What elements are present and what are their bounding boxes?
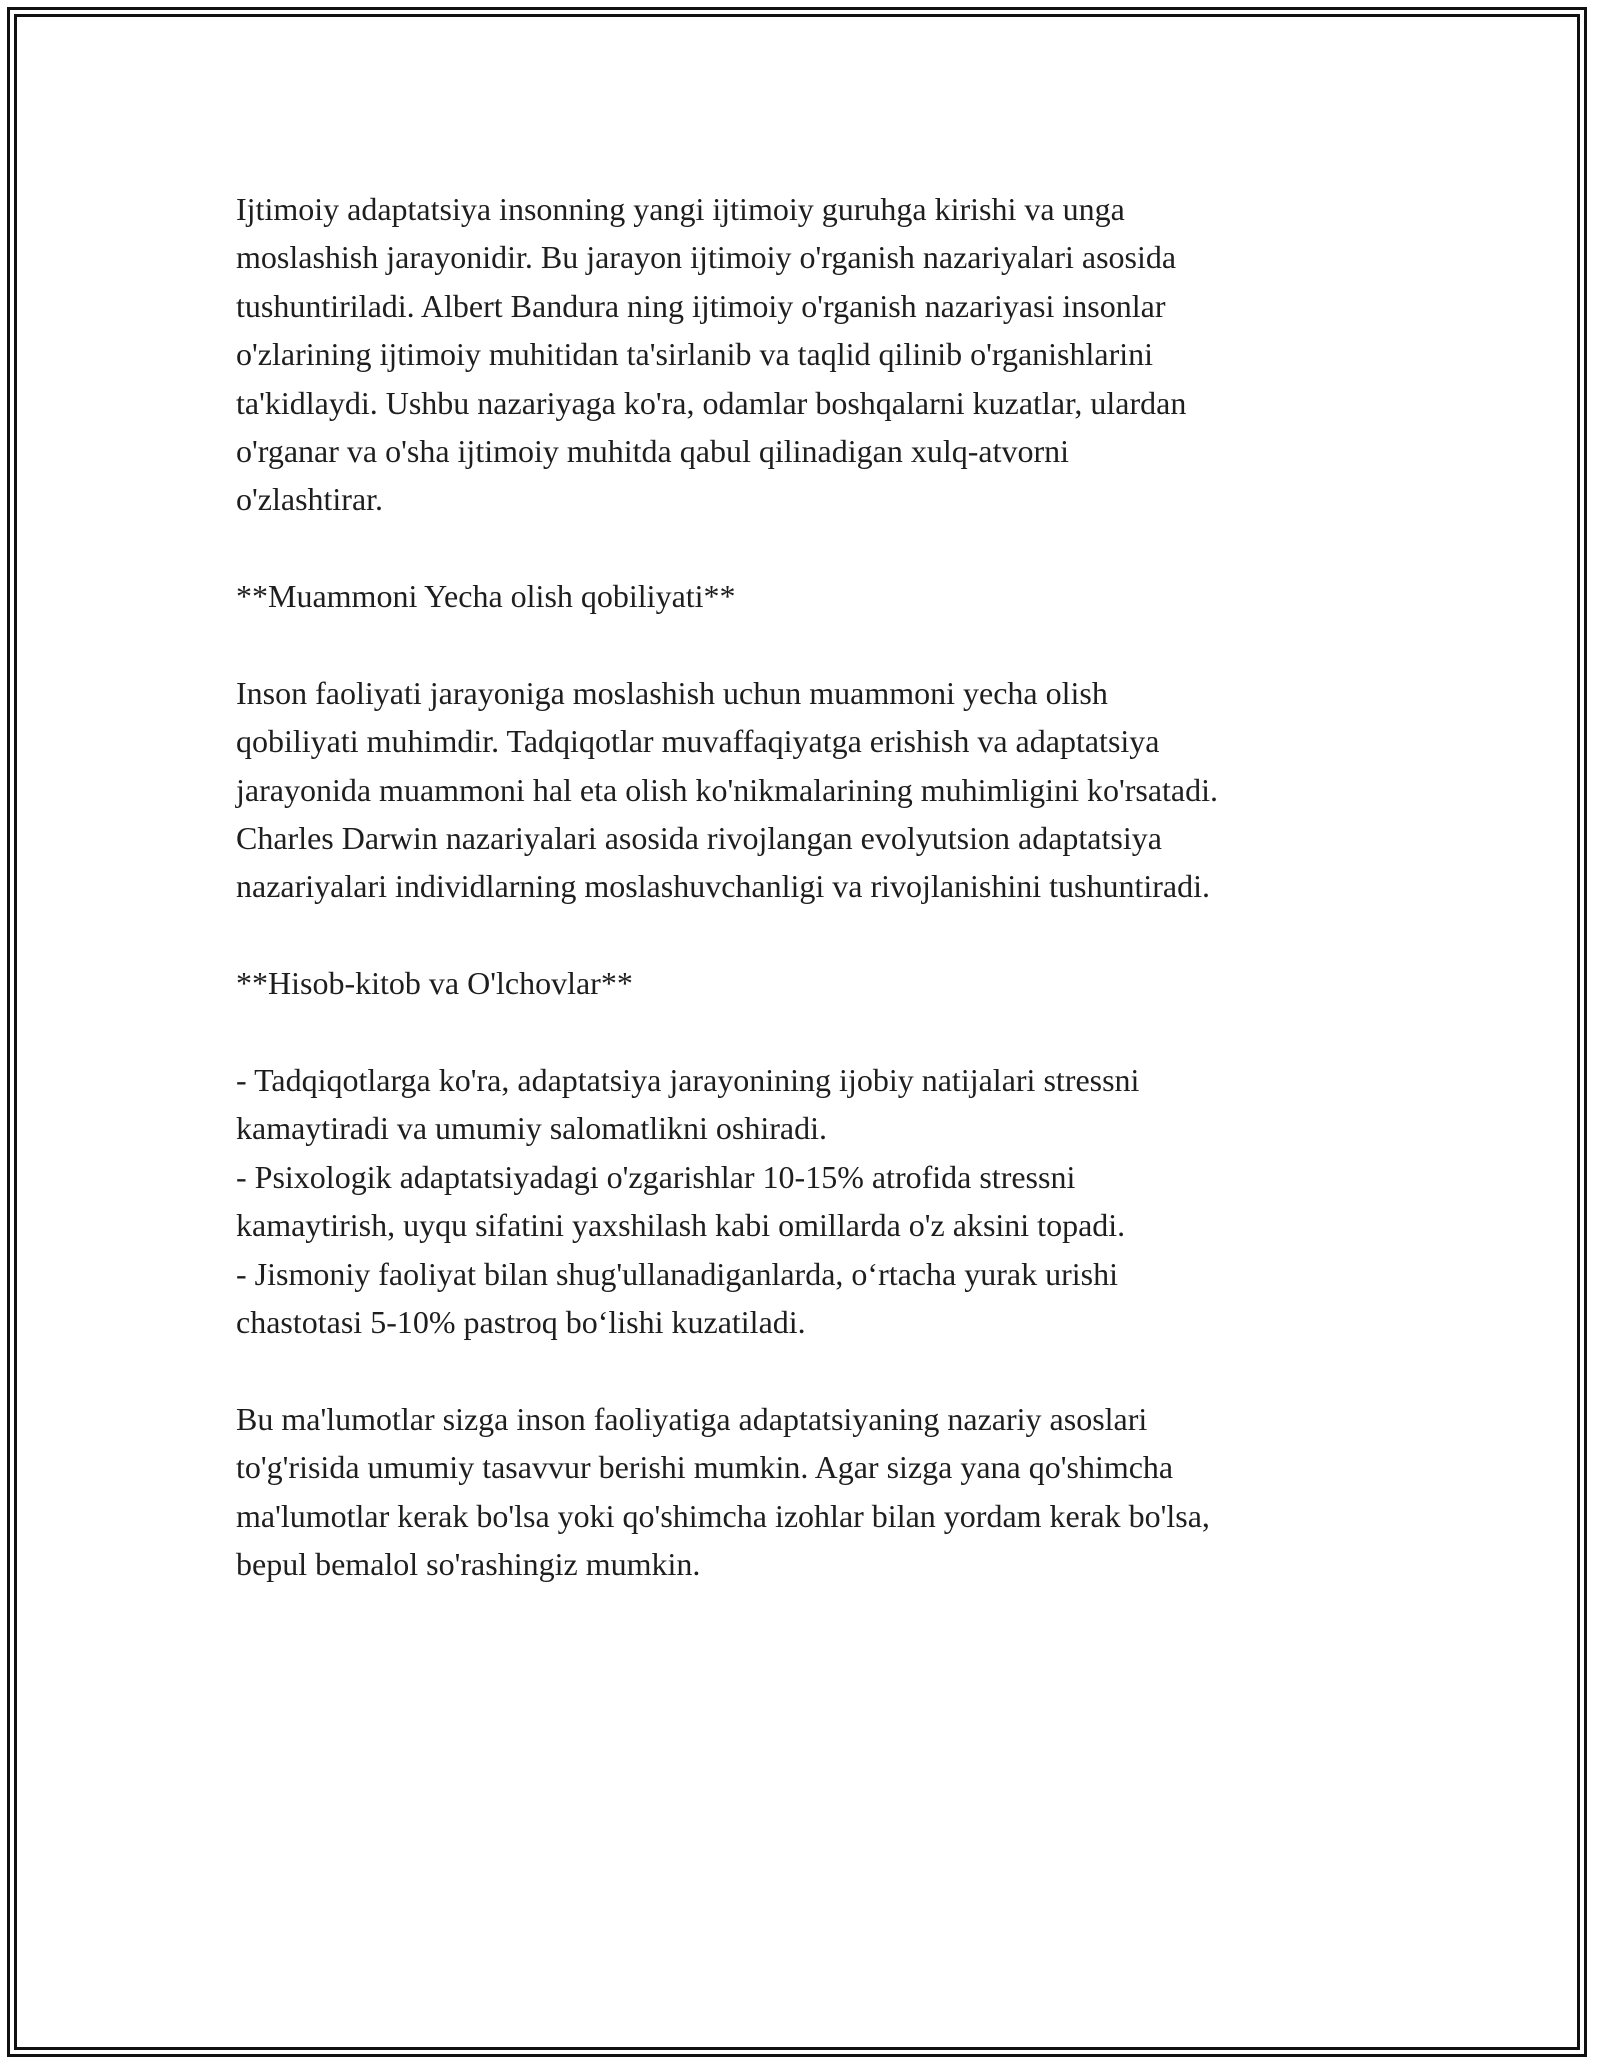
blank-line — [236, 1008, 1386, 1056]
measurements-list — [236, 1056, 1386, 1346]
blank-line — [236, 1346, 1386, 1394]
blank-line — [236, 524, 1386, 572]
text-line: ta'kidlaydi. Ushbu nazariyaga ko'ra, odamlar boshqalarni kuzatlar, ulardan — [236, 384, 1187, 421]
blank-line — [236, 911, 1386, 959]
section-heading: **Hisob-kitob va O'lchovlar** — [236, 965, 633, 1002]
text-line: jarayonida muammoni hal eta olish ko'nikmalarining muhimligini ko'rsatadi. — [236, 771, 1219, 808]
text-line: qobiliyati muhimdir. Tadqiqotlar muvaffaqiyatga erishish va adaptatsiya — [236, 723, 1160, 760]
text-line: Inson faoliyati jarayoniga moslashish uchun muammoni yecha olish — [236, 674, 1108, 711]
text-line: tushuntiriladi. Albert Bandura ning ijtimoiy o'rganish nazariyasi insonlar — [236, 287, 1166, 324]
text-line: Ijtimoiy adaptatsiya insonning yangi ijtimoiy guruhga kirishi va unga — [236, 191, 1125, 227]
paragraph-intro — [236, 185, 1386, 524]
text-line: bepul bemalol so'rashingiz mumkin. — [236, 1545, 701, 1582]
paragraph-closing — [236, 1395, 1386, 1589]
list-item: - Jismoniy faoliyat bilan shug'ullanadiganlarda, o‘rtacha yurak urishi — [236, 1255, 1118, 1292]
text-line: nazariyalari individlarning moslashuvchanligi va rivojlanishini tushuntiradi. — [236, 868, 1211, 905]
blank-line — [236, 621, 1386, 669]
text-line: moslashish jarayonidir. Bu jarayon ijtimoiy o'rganish nazariyalari asosida — [236, 239, 1177, 276]
list-item: - Tadqiqotlarga ko'ra, adaptatsiya jarayonining ijobiy natijalari stressni — [236, 1062, 1140, 1099]
list-item-continuation: kamaytirish, uyqu sifatini yaxshilash kabi omillarda o'z aksini topadi. — [236, 1207, 1126, 1244]
text-line: o'zlashtirar. — [236, 481, 384, 518]
list-item-continuation: kamaytiradi va umumiy salomatlikni oshiradi. — [236, 1110, 827, 1147]
text-line: o'zlarining ijtimoiy muhitidan ta'sirlanib va taqlid qilinib o'rganishlarini — [236, 336, 1154, 373]
text-line: Bu ma'lumotlar sizga inson faoliyatiga adaptatsiyaning nazariy asoslari — [236, 1400, 1148, 1437]
list-item: - Psixologik adaptatsiyadagi o'zgarishlar 10-15% atrofida stressni — [236, 1158, 1076, 1195]
section-heading: **Muammoni Yecha olish qobiliyati** — [236, 578, 736, 615]
text-line: o'rganar va o'sha ijtimoiy muhitda qabul qilinadigan xulq-atvorni — [236, 432, 1069, 469]
paragraph-problem-solving — [236, 669, 1386, 911]
text-line: to'g'risida umumiy tasavvur berishi mumkin. Agar sizga yana qo'shimcha — [236, 1449, 1174, 1486]
text-line: ma'lumotlar kerak bo'lsa yoki qo'shimcha izohlar bilan yordam kerak bo'lsa, — [236, 1497, 1210, 1534]
text-line: Charles Darwin nazariyalari asosida rivojlangan evolyutsion adaptatsiya — [236, 820, 1162, 857]
document-body — [236, 185, 1386, 1588]
list-item-continuation: chastotasi 5-10% pastroq bo‘lishi kuzatiladi. — [236, 1303, 806, 1340]
